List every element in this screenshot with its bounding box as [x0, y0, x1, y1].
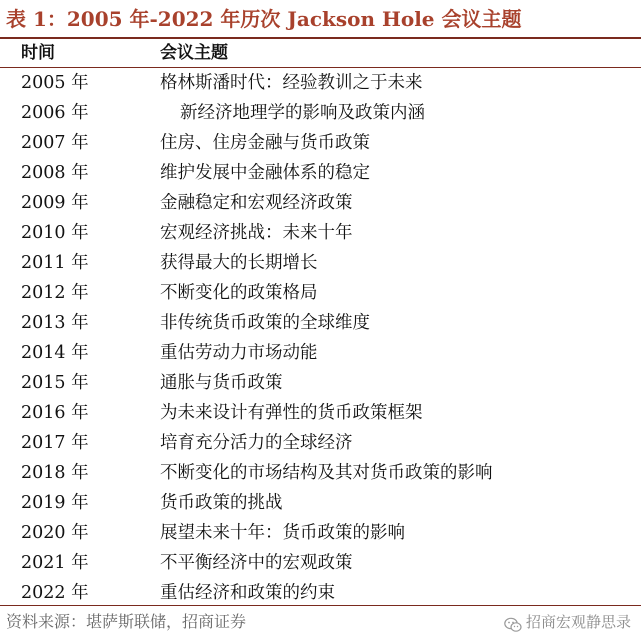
table-body	[0, 68, 641, 608]
watermark-text: 招商宏观静思录	[525, 613, 631, 631]
topic-cell: 展望未来十年：货币政策的影响	[160, 523, 405, 543]
topic-cell: 培育充分活力的全球经济	[160, 433, 353, 453]
wechat-icon	[504, 614, 522, 630]
topic-cell: 不断变化的市场结构及其对货币政策的影响	[160, 463, 493, 483]
year-cell: 2007 年	[21, 133, 89, 153]
topic-cell: 不断变化的政策格局	[160, 283, 318, 303]
year-cell: 2018 年	[21, 463, 89, 483]
topic-cell: 格林斯潘时代：经验教训之于未来	[160, 73, 423, 93]
table-row	[0, 428, 641, 458]
topic-cell: 住房、住房金融与货币政策	[160, 133, 370, 153]
header-topic: 会议主题	[160, 43, 228, 63]
table-row	[0, 248, 641, 278]
topic-cell: 重估劳动力市场动能	[160, 343, 318, 363]
topic-cell: 新经济地理学的影响及政策内涵	[180, 103, 425, 123]
year-cell: 2020 年	[21, 523, 89, 543]
topic-cell: 不平衡经济中的宏观政策	[160, 553, 353, 573]
topic-cell: 为未来设计有弹性的货币政策框架	[160, 403, 423, 423]
year-cell: 2015 年	[21, 373, 89, 393]
table-row	[0, 68, 641, 98]
watermark	[504, 608, 631, 636]
year-cell: 2016 年	[21, 403, 89, 423]
topic-cell: 金融稳定和宏观经济政策	[160, 193, 353, 213]
year-cell: 2017 年	[21, 433, 89, 453]
table-row	[0, 218, 641, 248]
table-row	[0, 308, 641, 338]
table-row	[0, 398, 641, 428]
table-row	[0, 158, 641, 188]
year-cell: 2011 年	[21, 253, 89, 273]
table-row	[0, 338, 641, 368]
year-cell: 2008 年	[21, 163, 89, 183]
header-year: 时间	[21, 43, 55, 63]
topic-cell: 获得最大的长期增长	[160, 253, 318, 273]
year-cell: 2022 年	[21, 583, 89, 603]
bottom-rule	[0, 605, 641, 606]
topic-cell: 货币政策的挑战	[160, 493, 283, 513]
table-title: 表 1：2005 年-2022 年历次 Jackson Hole 会议主题	[6, 7, 522, 31]
table-row	[0, 128, 641, 158]
topic-cell: 重估经济和政策的约束	[160, 583, 335, 603]
year-cell: 2014 年	[21, 343, 89, 363]
topic-cell: 通胀与货币政策	[160, 373, 283, 393]
topic-cell: 维护发展中金融体系的稳定	[160, 163, 370, 183]
year-cell: 2013 年	[21, 313, 89, 333]
year-cell: 2012 年	[21, 283, 89, 303]
table-row	[0, 578, 641, 608]
top-rule	[0, 37, 641, 39]
table-row	[0, 368, 641, 398]
year-cell: 2019 年	[21, 493, 89, 513]
topic-cell: 非传统货币政策的全球维度	[160, 313, 370, 333]
table-row	[0, 188, 641, 218]
table-row	[0, 488, 641, 518]
table-row	[0, 98, 641, 128]
table-row	[0, 548, 641, 578]
source-note: 资料来源：堪萨斯联储，招商证券	[6, 612, 247, 631]
year-cell: 2010 年	[21, 223, 89, 243]
topic-cell: 宏观经济挑战：未来十年	[160, 223, 353, 243]
table-row	[0, 458, 641, 488]
table-row	[0, 518, 641, 548]
year-cell: 2009 年	[21, 193, 89, 213]
year-cell: 2006 年	[21, 103, 89, 123]
year-cell: 2005 年	[21, 73, 89, 93]
table-row	[0, 278, 641, 308]
year-cell: 2021 年	[21, 553, 89, 573]
